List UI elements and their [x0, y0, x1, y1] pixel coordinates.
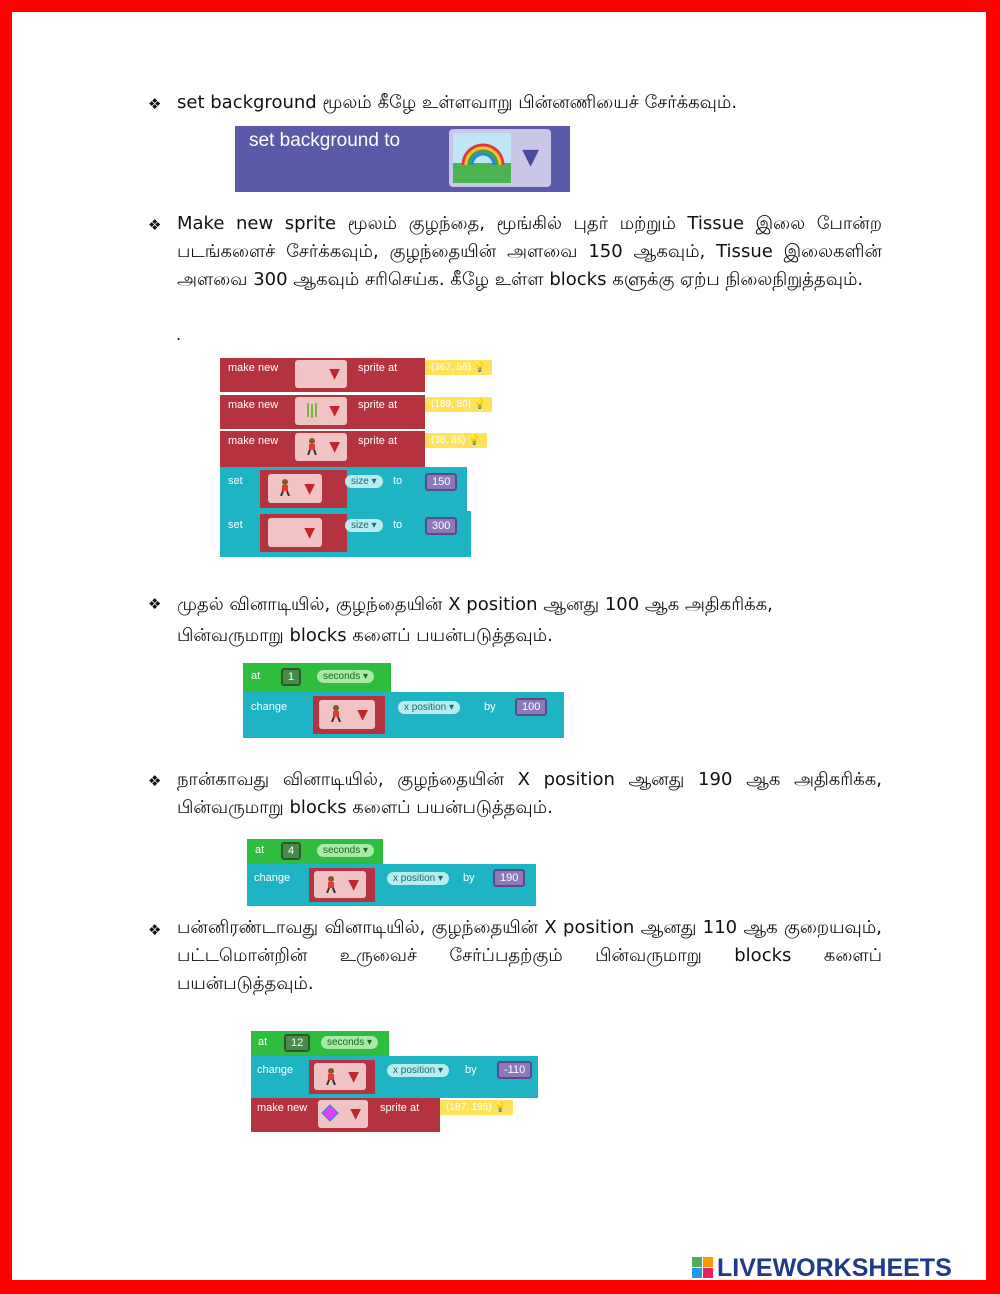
- make-new-label: make new: [228, 362, 279, 374]
- child-sprite-icon: [303, 437, 321, 455]
- chevron-down-icon: ▼: [348, 1068, 359, 1085]
- sprite-dropdown[interactable]: [318, 1100, 368, 1128]
- amount-input[interactable]: 100: [515, 698, 547, 716]
- sprite-socket: [260, 470, 347, 508]
- chevron-down-icon: ▼: [329, 403, 340, 419]
- coordinate-value: (38, 86): [431, 435, 466, 446]
- sprite-at-label: sprite at: [380, 1102, 420, 1114]
- child-sprite-icon: [327, 704, 345, 722]
- make-new-sprite-block[interactable]: [220, 431, 425, 467]
- to-label: to: [393, 475, 403, 487]
- seconds-dropdown[interactable]: seconds ▾: [317, 844, 374, 857]
- sprite-socket: [309, 1060, 375, 1094]
- change-position-block[interactable]: [243, 692, 564, 738]
- coordinate-value: (367, 56): [431, 362, 472, 373]
- set-size-block[interactable]: [220, 467, 467, 511]
- sprite-socket: [309, 868, 375, 902]
- liveworksheets-logo[interactable]: [692, 1255, 952, 1281]
- coordinate-value: (189, 80): [431, 399, 472, 410]
- sprite-at-label: sprite at: [358, 435, 398, 447]
- rainbow-background-thumbnail: [453, 133, 511, 183]
- size-property-dropdown[interactable]: size ▾: [345, 475, 383, 488]
- chevron-down-icon: ▼: [522, 145, 539, 170]
- bamboo-sprite-icon: [303, 401, 321, 419]
- chevron-down-icon: ▼: [350, 1106, 361, 1122]
- instruction-2: Make new sprite மூலம் குழந்தை, மூங்கில் புதர் மற்றும் Tissue இலை போன்ற படங்களைச் சேர்க்கவும், குழந்தையின் அளவை 150 ஆகவும், Tissue இலைகளின் அளவை 300 ஆகவும் சரிசெய்க. கீழே உள்ள blocks களுக்கு ஏற்ப நிலைநிறுத்தவும்.: [177, 213, 882, 290]
- make-new-label: make new: [257, 1102, 308, 1114]
- coordinate-value: (187, 195): [446, 1102, 492, 1113]
- instruction-4: நான்காவது வினாடியில், குழந்தையின் X position ஆனது 190 ஆக அதிகரிக்க, பின்வருமாறு blocks களைப் பயன்படுத்தவும்.: [177, 769, 882, 818]
- make-new-sprite-block[interactable]: [251, 1098, 440, 1132]
- amount-input[interactable]: -110: [497, 1061, 532, 1079]
- instruction-5: பன்னிரண்டாவது வினாடியில், குழந்தையின் X position ஆனது 110 ஆக குறையவும், பட்டமொன்றின் உருவைச் சேர்ப்பதற்கும் பின்வருமாறு blocks களைப் பயன்படுத்தவும்.: [177, 917, 882, 994]
- make-new-label: make new: [228, 435, 279, 447]
- x-position-dropdown[interactable]: x position ▾: [387, 1064, 449, 1077]
- background-dropdown[interactable]: [449, 129, 551, 187]
- bullet-icon: ❖: [148, 216, 162, 234]
- coordinate-slot[interactable]: (38, 86) 💡: [425, 433, 487, 448]
- change-label: change: [251, 701, 288, 713]
- chevron-down-icon: ▼: [357, 706, 368, 723]
- change-label: change: [254, 872, 291, 884]
- chevron-down-icon: ▼: [348, 876, 359, 893]
- coordinate-slot[interactable]: (187, 195) 💡: [440, 1100, 513, 1115]
- sprite-dropdown[interactable]: [295, 397, 347, 425]
- set-label: set: [228, 475, 243, 487]
- size-value-input[interactable]: 300: [425, 517, 457, 535]
- time-input[interactable]: 1: [281, 668, 301, 686]
- chevron-down-icon: ▼: [304, 480, 315, 497]
- make-new-sprite-block[interactable]: [220, 358, 425, 392]
- sprite-dropdown[interactable]: [295, 433, 347, 461]
- child-sprite-icon: [276, 478, 294, 496]
- at-label: at: [258, 1036, 268, 1048]
- sprite-dropdown[interactable]: [268, 518, 322, 547]
- sprite-dropdown[interactable]: [314, 1063, 366, 1090]
- set-background-label: set background to: [249, 130, 401, 151]
- logo-text: LIVEWORKSHEETS: [717, 1253, 952, 1282]
- chevron-down-icon: ▼: [304, 524, 315, 541]
- to-label: to: [393, 519, 403, 531]
- time-input[interactable]: 12: [284, 1034, 310, 1052]
- change-label: change: [257, 1064, 294, 1076]
- seconds-dropdown[interactable]: seconds ▾: [317, 670, 374, 683]
- sprite-dropdown[interactable]: [314, 871, 366, 898]
- at-seconds-block[interactable]: [247, 839, 383, 865]
- by-label: by: [484, 701, 496, 713]
- at-seconds-block[interactable]: [251, 1031, 389, 1057]
- bullet-icon: ❖: [148, 921, 162, 939]
- size-value-input[interactable]: 150: [425, 473, 457, 491]
- dot-mark: .: [176, 325, 182, 344]
- sprite-socket: [260, 514, 347, 552]
- bullet-icon: ❖: [148, 595, 162, 613]
- set-background-block[interactable]: [235, 126, 570, 192]
- by-label: by: [465, 1064, 477, 1076]
- logo-icon: [692, 1257, 714, 1279]
- kite-sprite-icon: [321, 1104, 339, 1122]
- x-position-dropdown[interactable]: x position ▾: [398, 701, 460, 714]
- make-new-sprite-block[interactable]: [220, 395, 425, 429]
- time-input[interactable]: 4: [281, 842, 301, 860]
- x-position-dropdown[interactable]: x position ▾: [387, 872, 449, 885]
- at-label: at: [251, 670, 261, 682]
- seconds-dropdown[interactable]: seconds ▾: [321, 1036, 378, 1049]
- bullet-icon: ❖: [148, 95, 162, 113]
- at-label: at: [255, 844, 265, 856]
- at-seconds-block[interactable]: [243, 663, 391, 693]
- change-position-block[interactable]: [247, 864, 536, 906]
- chevron-down-icon: ▼: [329, 439, 340, 455]
- coordinate-slot[interactable]: (367, 56) 💡: [425, 360, 492, 375]
- chevron-down-icon: ▼: [329, 366, 340, 382]
- size-property-dropdown[interactable]: size ▾: [345, 519, 383, 532]
- sprite-at-label: sprite at: [358, 399, 398, 411]
- instruction-3: முதல் வினாடியில், குழந்தையின் X position ஆனது 100 ஆக அதிகரிக்க, பின்வருமாறு blocks களைப் பயன்படுத்தவும்.: [177, 594, 773, 646]
- sprite-dropdown[interactable]: [295, 360, 347, 388]
- change-position-block[interactable]: [251, 1056, 538, 1098]
- bullet-icon: ❖: [148, 772, 162, 790]
- sprite-dropdown[interactable]: [268, 474, 322, 503]
- coordinate-slot[interactable]: (189, 80) 💡: [425, 397, 492, 412]
- child-sprite-icon: [322, 1067, 340, 1085]
- child-sprite-icon: [322, 875, 340, 893]
- sprite-dropdown[interactable]: [319, 700, 375, 729]
- instruction-1: set background மூலம் கீழே உள்ளவாறு பின்னணியைச் சேர்க்கவும்.: [177, 92, 738, 113]
- by-label: by: [463, 872, 475, 884]
- set-label: set: [228, 519, 243, 531]
- set-size-block[interactable]: [220, 511, 471, 557]
- sprite-socket: [313, 696, 385, 734]
- sprite-at-label: sprite at: [358, 362, 398, 374]
- amount-input[interactable]: 190: [493, 869, 525, 887]
- make-new-label: make new: [228, 399, 279, 411]
